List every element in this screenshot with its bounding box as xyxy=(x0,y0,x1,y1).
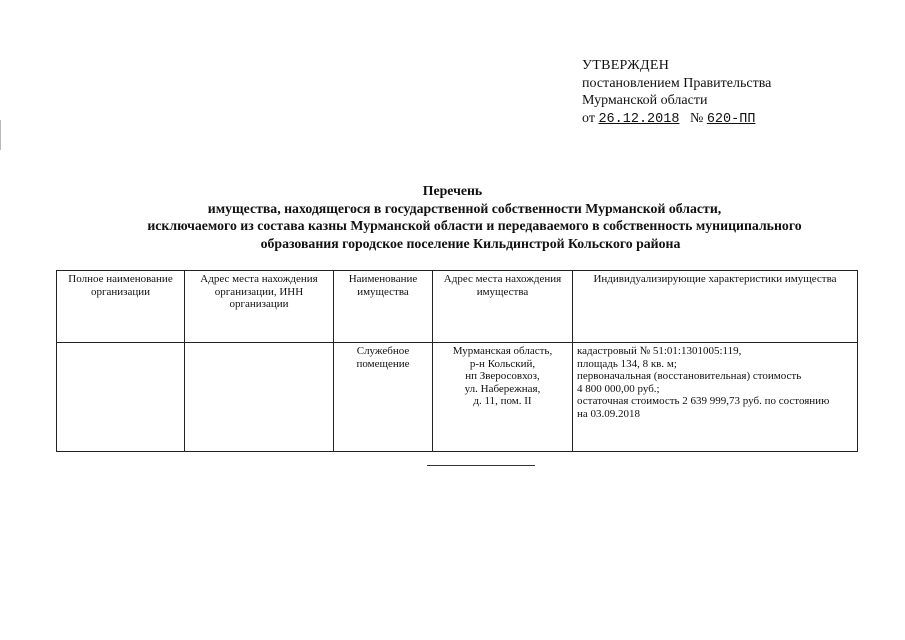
cell-property-address xyxy=(433,343,573,452)
approval-line-1: постановлением Правительства xyxy=(582,75,772,91)
title-line-4: образования городское поселение Кильдинстрой Кольского района xyxy=(260,235,681,251)
table-header-row xyxy=(57,271,858,343)
approval-number: 620-ПП xyxy=(706,111,756,127)
approval-heading: УТВЕРЖДЕН xyxy=(582,58,670,73)
title-line-1: Перечень xyxy=(422,183,483,198)
address-line: р-н Кольский, xyxy=(469,357,536,370)
header-property-name: Наименование имущества xyxy=(334,271,433,343)
property-table xyxy=(56,270,858,452)
header-characteristics: Индивидуализирующие характеристики имущества xyxy=(573,271,858,343)
title-line-3: исключаемого из состава казны Мурманской области и передаваемого в собственность муниципального xyxy=(147,218,802,233)
characteristic-line: на 03.09.2018 xyxy=(577,407,641,420)
address-line: нп Зверосовхоз, xyxy=(465,370,540,382)
date-prefix: от xyxy=(582,110,595,126)
header-property-address: Адрес места нахождения имущества xyxy=(433,271,573,343)
cell-characteristics xyxy=(573,343,858,452)
title-line-2: имущества, находящегося в государственной собственности Мурманской области, xyxy=(207,200,722,216)
scan-edge-mark xyxy=(0,120,1,150)
characteristic-line: остаточная стоимость 2 639 999,73 руб. по состоянию xyxy=(577,395,830,407)
address-line: д. 11, пом. II xyxy=(473,395,532,407)
document-title xyxy=(0,182,905,252)
approval-date-line xyxy=(582,110,771,129)
characteristic-line: первоначальная (восстановительная) стоимость xyxy=(577,370,802,382)
characteristic-line: 4 800 000,00 руб.; xyxy=(577,382,660,395)
address-line: ул. Набережная, xyxy=(464,382,541,395)
cell-org-address xyxy=(185,343,334,452)
cell-property-name: Служебное помещение xyxy=(334,343,433,452)
characteristic-line: площадь 134, 8 кв. м; xyxy=(577,357,677,370)
approval-stamp xyxy=(582,57,771,128)
header-org-address: Адрес места нахождения организации, ИНН организации xyxy=(185,271,334,343)
header-org-name: Полное наименование организации xyxy=(57,271,185,343)
closing-rule xyxy=(427,465,535,466)
address-line: Мурманская область, xyxy=(452,345,553,357)
characteristic-line: кадастровый № 51:01:1301005:119, xyxy=(577,345,742,357)
cell-org-name xyxy=(57,343,185,452)
approval-date: 26.12.2018 xyxy=(598,111,680,127)
table-row xyxy=(57,343,858,452)
approval-line-2: Мурманской области xyxy=(582,93,708,108)
number-prefix: № xyxy=(689,110,704,126)
